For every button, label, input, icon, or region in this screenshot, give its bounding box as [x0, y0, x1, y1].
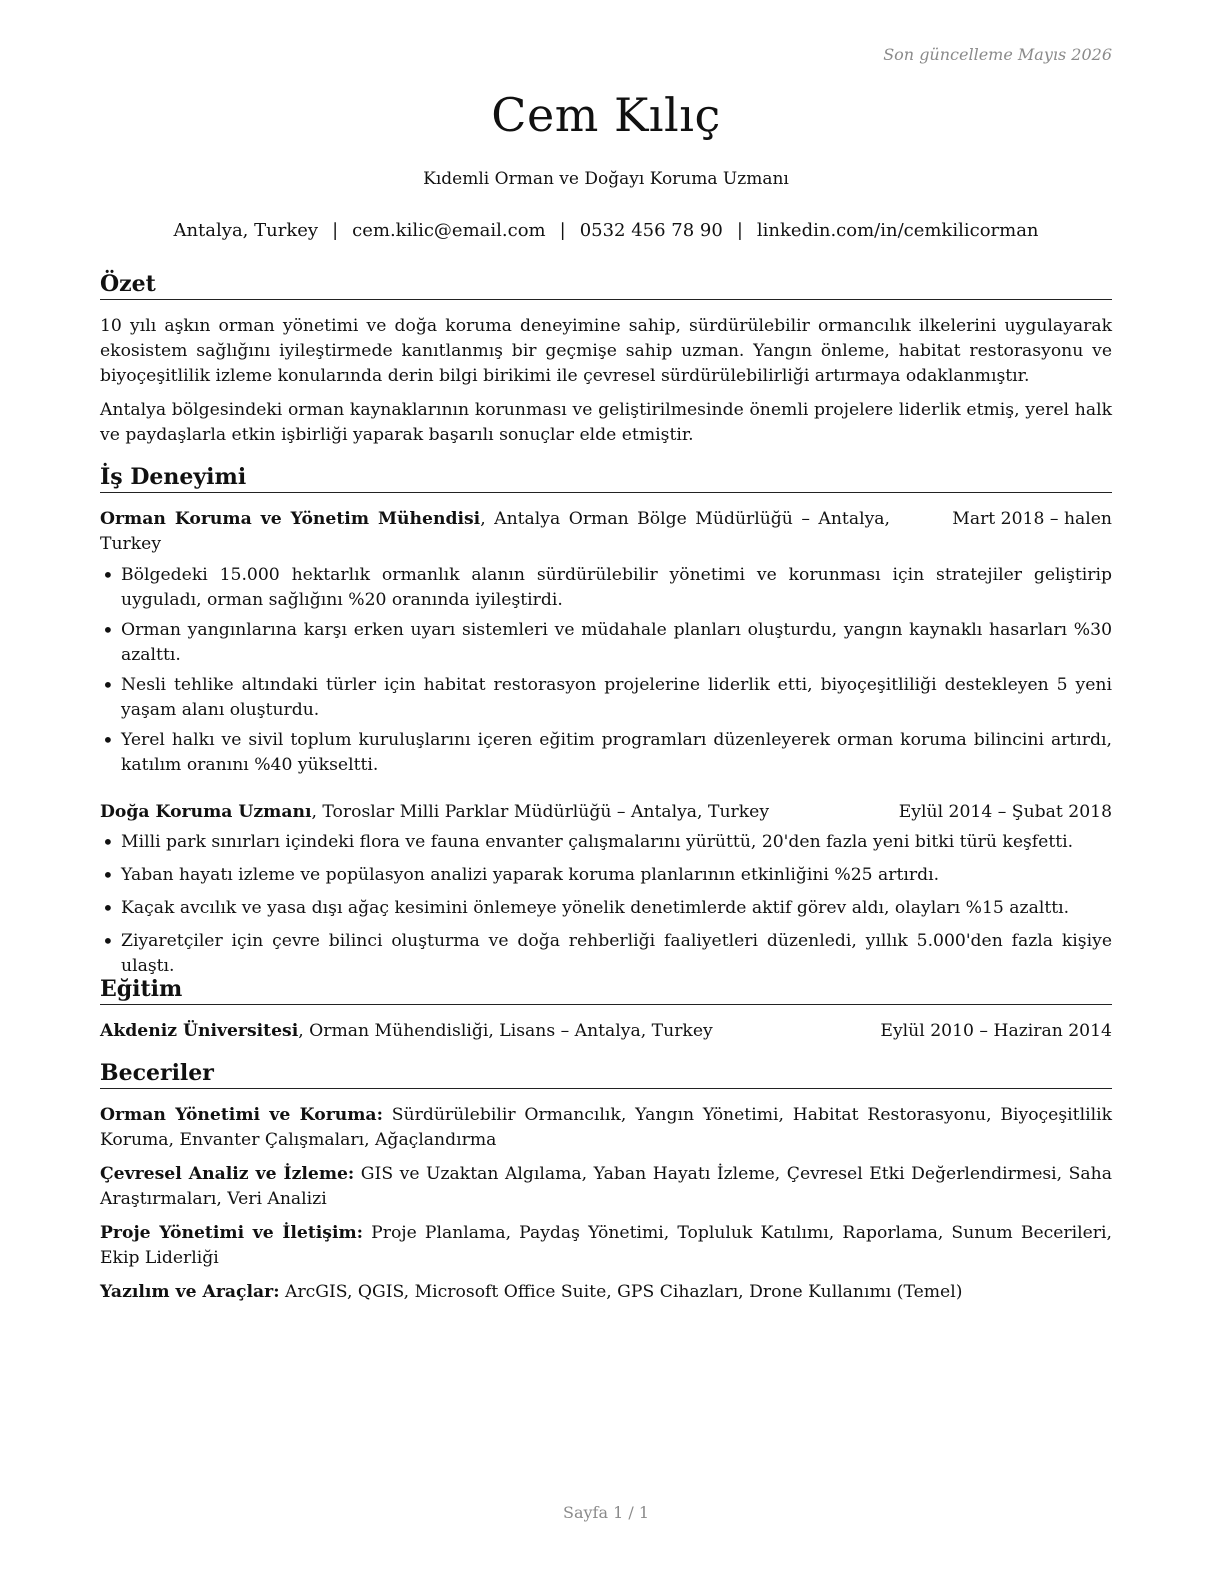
education-detail: , Orman Mühendisliği, Lisans – Antalya, Turkey	[298, 1021, 713, 1041]
list-item: • Yaban hayatı izleme ve popülasyon analizi yaparak koruma planlarının etkinliğini %25 artırdı.	[100, 863, 1112, 888]
skill-group	[100, 1103, 1112, 1153]
job-date: Eylül 2014 – Şubat 2018	[898, 802, 1112, 822]
contact-location: Antalya, Turkey	[173, 220, 319, 241]
contact-line	[100, 220, 1112, 241]
skill-label: Proje Yönetimi ve İletişim:	[100, 1223, 364, 1243]
skill-items: ArcGIS, QGIS, Microsoft Office Suite, GPS Cihazları, Drone Kullanımı (Temel)	[279, 1282, 963, 1302]
section-title-skills: Beceriler	[100, 1059, 1112, 1089]
skill-group	[100, 1221, 1112, 1271]
job-header	[100, 800, 1112, 825]
contact-phone: 0532 456 78 90	[579, 220, 723, 241]
summary-paragraph: Antalya bölgesindeki orman kaynaklarının korunması ve geliştirilmesinde önemli projelere liderlik etmiş, yerel halk ve paydaşlarla etkin işbirliği yaparak başarılı sonuçlar elde etmiştir.	[100, 400, 1112, 445]
list-item: • Ziyaretçiler için çevre bilinci oluşturma ve doğa rehberliği faaliyetleri düzenledi, yıllık 5.000'den fazla kişiye ulaştı.	[100, 929, 1112, 979]
section-title-education: Eğitim	[100, 975, 1112, 1005]
list-item: • Bölgedeki 15.000 hektarlık ormanlık alanın sürdürülebilir yönetimi ve korunması için stratejiler geliştirip uyguladı, orman sağlığını %20 oranında iyileştirdi.	[100, 563, 1112, 613]
list-item: • Milli park sınırları içindeki flora ve fauna envanter çalışmalarını yürüttü, 20'den fazla yeni bitki türü keşfetti.	[100, 830, 1112, 855]
skill-group	[100, 1280, 1112, 1305]
skill-items: Proje Planlama, Paydaş Yönetimi, Topluluk Katılımı, Raporlama, Sunum Becerileri, Ekip Liderliği	[100, 1223, 1112, 1268]
section-title-experience: İş Deneyimi	[100, 463, 1112, 493]
job-bullets	[100, 830, 1112, 979]
skill-items: GIS ve Uzaktan Algılama, Yaban Hayatı İzleme, Çevresel Etki Değerlendirmesi, Saha Araştırmaları, Veri Analizi	[100, 1164, 1112, 1209]
job-date: Mart 2018 – halen	[952, 509, 1112, 529]
skill-label: Çevresel Analiz ve İzleme:	[100, 1164, 355, 1184]
skill-label: Yazılım ve Araçlar:	[100, 1282, 280, 1302]
list-item: • Nesli tehlike altındaki türler için habitat restorasyon projelerine liderlik etti, biyoçeşitliliği destekleyen 5 yeni yaşam alanı oluşturdu.	[100, 673, 1112, 723]
skill-label: Orman Yönetimi ve Koruma:	[100, 1105, 383, 1125]
contact-email[interactable]: cem.kilic@email.com	[352, 220, 546, 241]
candidate-name: Cem Kılıç	[491, 88, 721, 142]
skill-group	[100, 1162, 1112, 1212]
last-updated: Son güncelleme Mayıs 2026	[883, 45, 1112, 64]
contact-separator: |	[559, 220, 566, 241]
contact-separator: |	[736, 220, 743, 241]
candidate-role: Kıdemli Orman ve Doğayı Koruma Uzmanı	[423, 169, 789, 189]
education-date: Eylül 2010 – Haziran 2014	[880, 1021, 1112, 1041]
education-entry	[100, 1019, 1112, 1044]
education-line	[100, 1019, 713, 1044]
resume-page	[100, 0, 1112, 1584]
list-item: • Yerel halkı ve sivil toplum kuruluşlarını içeren eğitim programları düzenleyerek orman koruma bilincini artırdı, katılım oranını %40 yükseltti.	[100, 728, 1112, 778]
job-title-line	[100, 800, 769, 825]
education-school: Akdeniz Üniversitesi	[100, 1021, 299, 1041]
job-bullets	[100, 563, 1112, 778]
skill-items: Sürdürülebilir Ormancılık, Yangın Yönetimi, Habitat Restorasyonu, Biyoçeşitlilik Koruma, Envanter Çalışmaları, Ağaçlandırma	[100, 1105, 1112, 1150]
job-title-line	[100, 507, 890, 557]
page-number: Sayfa 1 / 1	[562, 1503, 649, 1522]
list-item: • Kaçak avcılık ve yasa dışı ağaç kesimini önlemeye yönelik denetimlerde aktif görev aldı, olayları %15 azalttı.	[100, 896, 1112, 921]
job-header	[100, 507, 1112, 557]
job-position: Orman Koruma ve Yönetim Mühendisi	[100, 509, 481, 529]
job-position: Doğa Koruma Uzmanı	[100, 802, 312, 822]
section-title-summary: Özet	[100, 270, 1112, 300]
contact-separator: |	[332, 220, 339, 241]
contact-linkedin[interactable]: linkedin.com/in/cemkilicorman	[756, 220, 1039, 241]
job-organization: , Antalya Orman Bölge Müdürlüğü – Antalya, Turkey	[100, 509, 890, 554]
list-item: • Orman yangınlarına karşı erken uyarı sistemleri ve müdahale planları oluşturdu, yangın kaynaklı hasarları %30 azalttı.	[100, 618, 1112, 668]
summary-paragraph: 10 yılı aşkın orman yönetimi ve doğa koruma deneyimine sahip, sürdürülebilir ormancılık ilkelerini uygulayarak ekosistem sağlığını iyileştirmede kanıtlanmış bir geçmişe sahip uzman. Yangın önleme, habitat restorasyonu ve biyoçeşitlilik izleme konularında derin bilgi birikimi ile çevresel sürdürülebilirliği artırmaya odaklanmıştır.	[100, 316, 1112, 386]
job-organization: , Toroslar Milli Parklar Müdürlüğü – Antalya, Turkey	[311, 802, 770, 822]
